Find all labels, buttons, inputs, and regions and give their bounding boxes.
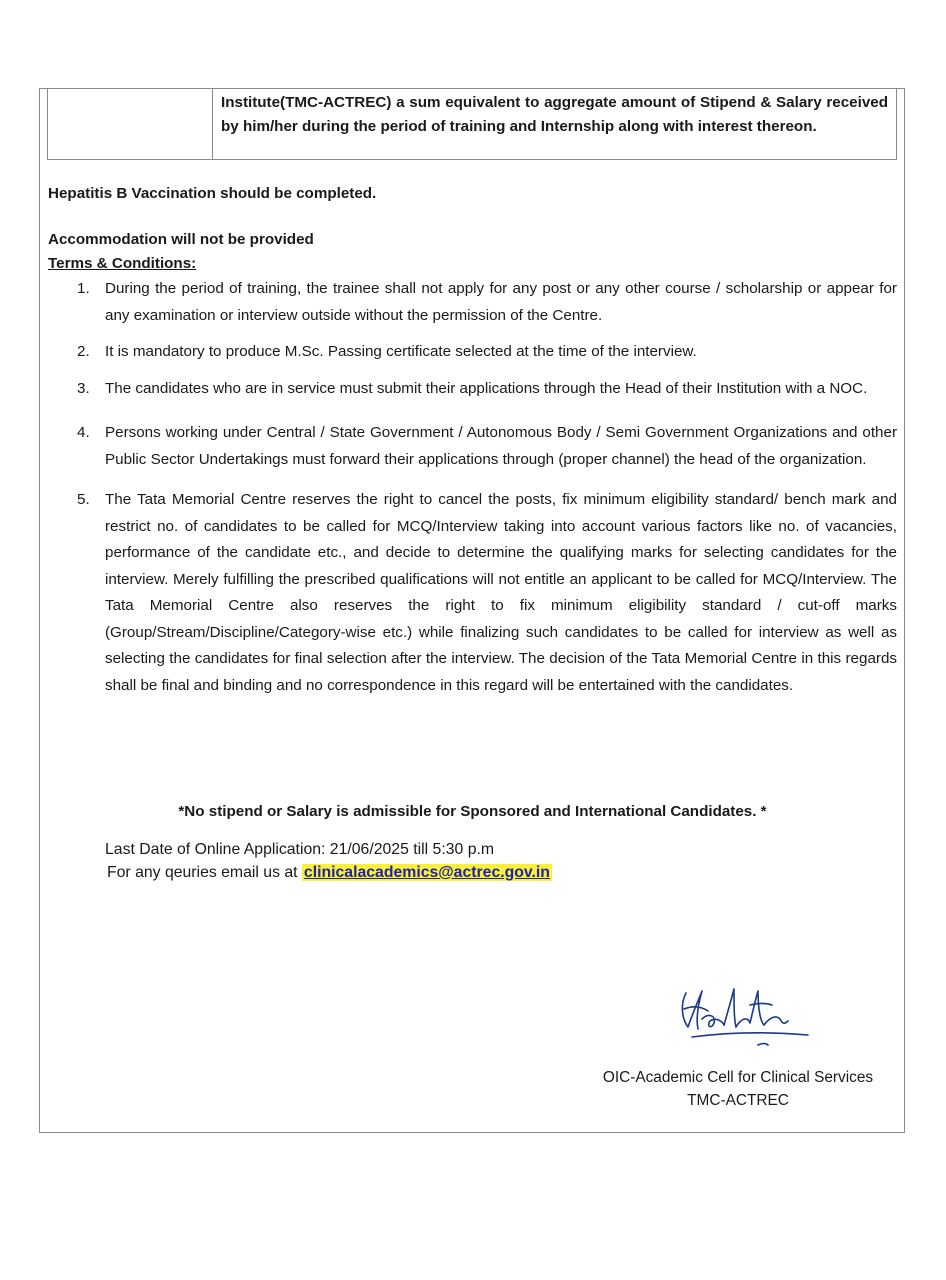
query-line: [107, 861, 552, 885]
last-date-line: Last Date of Online Application: 21/06/2025 till 5:30 p.m: [105, 841, 495, 858]
list-item-number: 5.: [77, 491, 90, 508]
terms-heading: Terms & Conditions:: [48, 255, 197, 272]
email-link[interactable]: clinicalacademics@actrec.gov.in: [303, 864, 550, 881]
list-item-text: The Tata Memorial Centre reserves the right to cancel the posts, fix minimum eligibility standard/ bench mark and restrict no. of candidates to be called for MCQ/Interview taking into account various factors like no. of vacancies, performance of the candidate etc., and decide to determine the qualifying marks for selecting candidates for the interview. Merely fulfilling the prescribed qualifications will not entitle an applicant to be called for MCQ/Interview. The Tata Memorial Centre also reserves the right to fix minimum eligibility standard / cut-off marks (Group/Stream/Discipline/Category-wise etc.) while finalizing such candidates to be called for interview as well as selecting the candidates for final selection after the interview. The decision of the Tata Memorial Centre in this regards shall be final and binding and no correspondence in this regard will be entertained with the candidates.: [105, 491, 897, 694]
terms-list: [48, 276, 897, 699]
list-item-text: During the period of training, the trainee shall not apply for any post or any other course / scholarship or appear for any examination or interview outside without the permission of the Centre.: [105, 280, 897, 324]
list-item-text: Persons working under Central / State Government / Autonomous Body / Semi Government Organizations and other Public Sector Undertakings must forward their applications through (proper channel) the head of the organization.: [105, 424, 897, 468]
hepatitis-note: Hepatitis B Vaccination should be completed.: [48, 185, 377, 202]
table-cell-empty: [48, 89, 213, 159]
signatory-org: TMC-ACTREC: [687, 1092, 789, 1109]
list-item: [48, 487, 897, 699]
list-item: [48, 339, 897, 366]
list-item: [48, 420, 897, 473]
table-cell-text: Institute(TMC-ACTREC) a sum equivalent to aggregate amount of Stipend & Salary received by him/her during the period of training and Internship along with interest thereon.: [221, 94, 888, 135]
list-item-number: 3.: [77, 379, 90, 397]
list-item-number: 4.: [77, 424, 90, 441]
continuation-table-row: [47, 89, 897, 160]
list-item: [48, 376, 897, 403]
stipend-notice: *No stipend or Salary is admissible for Sponsored and International Candidates. *: [178, 803, 767, 820]
list-item-text: It is mandatory to produce M.Sc. Passing certificate selected at the time of the interview.: [105, 343, 697, 360]
list-item: [48, 276, 897, 329]
signature-image: [672, 975, 832, 1055]
signatory-block: [580, 1066, 896, 1112]
query-prefix: For any qeuries email us at: [107, 864, 302, 881]
accommodation-note: Accommodation will not be provided: [48, 231, 314, 248]
list-item-number: 1.: [77, 280, 90, 297]
signatory-title: OIC-Academic Cell for Clinical Services: [602, 1069, 874, 1086]
list-item-text: The candidates who are in service must submit their applications through the Head of their Institution with a NOC.: [105, 379, 868, 397]
list-item-number: 2.: [77, 343, 90, 360]
